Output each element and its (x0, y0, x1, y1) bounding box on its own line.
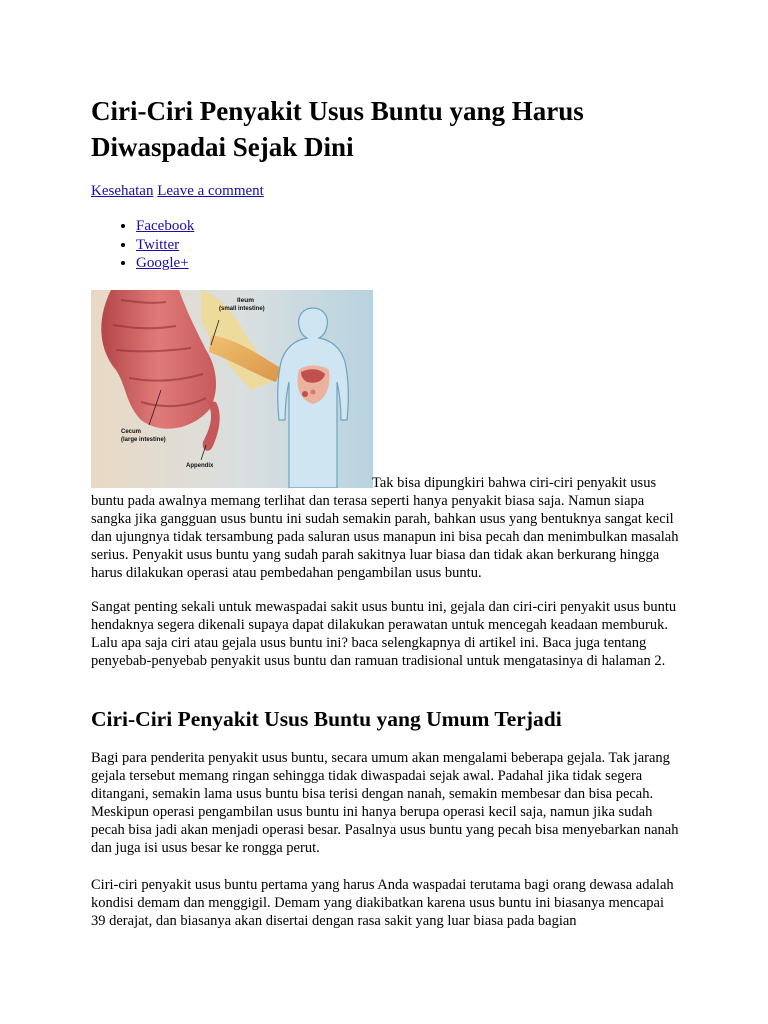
article-meta (91, 182, 264, 201)
paragraph-importance: Sangat penting sekali untuk mewaspadai sakit usus buntu ini, gejala dan ciri-ciri penyakit usus buntu hendaknya segera dikenali supaya dapat dilakukan perawatan untuk mencegah keadaan memburuk. Lalu apa saja ciri atau gejala usus buntu ini? baca selengkapnya di artikel ini. Baca juga tentang penyebab-penyebab penyakit usus buntu dan ramuan tradisional untuk mengatasinya di halaman 2. (91, 599, 677, 669)
paragraph-symptoms-general: Bagi para penderita penyakit usus buntu, secara umum akan mengalami beberapa gejala. Tak jarang gejala tersebut memang ringan sehingga tidak diwaspadai sejak awal. Padahal jika tidak segera ditangani, semakin lama usus buntu bisa terisi dengan nanah, semakin membesar dan bisa pecah. Meskipun operasi pengambilan usus buntu ini hanya berupa operasi kecil saja, namun jika sudah pecah bisa jadi akan menjadi operasi besar. Pasalnya usus buntu yang pecah bisa menyebarkan nanah dan juga isi usus besar ke rongga perut. (91, 750, 679, 856)
facebook-link[interactable]: Facebook (136, 218, 195, 234)
list-item (136, 236, 194, 255)
social-share-list (91, 217, 194, 273)
google-plus-link[interactable]: Google+ (136, 255, 189, 271)
paragraph-fever: Ciri-ciri penyakit usus buntu pertama yang harus Anda waspadai terutama bagi orang dewasa adalah kondisi demam dan menggigil. Demam yang diakibatkan karena usus buntu ini biasanya mencapai 39 derajat, dan biasanya akan disertai dengan rasa sakit yang luar biasa pada bagian (91, 877, 674, 929)
twitter-link[interactable]: Twitter (136, 236, 180, 253)
list-item (136, 254, 194, 273)
ileum-label: Ileum (237, 297, 254, 304)
appendix-anatomy-image (91, 290, 373, 488)
leave-comment-link[interactable]: Leave a comment (157, 183, 264, 199)
cecum-label: Cecum (121, 429, 142, 435)
cecum-sublabel: (large intestine) (121, 437, 166, 443)
appendix-label: Appendix (186, 463, 214, 469)
category-link[interactable]: Kesehatan (91, 183, 154, 199)
list-item (136, 217, 194, 236)
article-title: Ciri-Ciri Penyakit Usus Buntu yang Harus Diwaspadai Sejak Dini (91, 96, 584, 162)
appendix-illustration (91, 290, 373, 488)
ileum-sublabel: (small intestine) (219, 306, 265, 312)
section-heading: Ciri-Ciri Penyakit Usus Buntu yang Umum Terjadi (91, 707, 562, 731)
paragraph-intro: Tak bisa dipungkiri bahwa ciri-ciri penyakit usus buntu pada awalnya memang terlihat dan terasa seperti hanya penyakit biasa saja. Namun siapa sangka jika gangguan usus buntu ini sudah semakin parah, bahkan usus yang bentuknya sangat kecil dan ujungnya tidak tersambung pada saluran usus manapun ini bisa pecah dan menimbulkan masalah serius. Penyakit usus buntu yang sudah parah sakitnya luar biasa dan tidak akan berkurang hingga harus dilakukan operasi atau pembedahan pengambilan usus buntu. (91, 475, 679, 581)
